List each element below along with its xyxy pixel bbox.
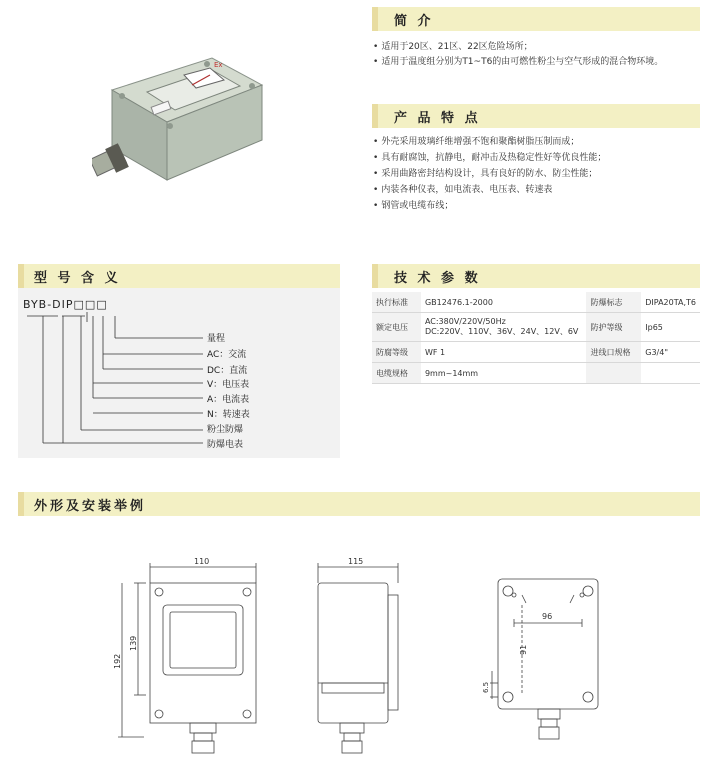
model-code: BYB-DIP□□□ [23, 298, 108, 311]
dim-139: 139 [129, 635, 138, 651]
model-label: DC：直流 [207, 366, 248, 376]
install-title: 外形及安装举例 [34, 499, 147, 514]
list-item: • 具有耐腐蚀，抗静电，耐冲击及热稳定性好等优良性能； [373, 150, 703, 166]
intro-header-bar [372, 7, 700, 31]
dim-96: 96 [542, 612, 553, 621]
cell: GB12476.1-2000 [421, 292, 587, 313]
features-header-bar [372, 104, 700, 128]
front-view-drawing [110, 555, 280, 760]
model-label: AC：交流 [207, 350, 247, 360]
cell [641, 363, 700, 384]
dim-192: 192 [113, 653, 122, 669]
table-row [372, 313, 700, 342]
side-view-drawing [308, 555, 418, 760]
intro-list [373, 40, 703, 70]
model-label: N：转速表 [207, 410, 250, 420]
tech-title: 技 术 参 数 [394, 271, 481, 286]
list-item: • 采用曲路密封结构设计，具有良好的防水、防尘性能； [373, 166, 703, 182]
list-item: • 适用于20区、21区、22区危险场所； [373, 40, 703, 55]
tech-table [372, 292, 700, 384]
model-label: 防爆电表 [207, 440, 244, 450]
cell: 9mm~14mm [421, 363, 587, 384]
list-item: • 外壳采用玻璃纤维增强不饱和聚酯树脂压制而成； [373, 134, 703, 150]
intro-title: 简 介 [394, 14, 434, 29]
model-label: 粉尘防爆 [207, 425, 244, 435]
dim-91: 91 [519, 644, 528, 655]
list-item: • 钢管或电缆布线； [373, 198, 703, 214]
cell [586, 363, 641, 384]
features-list [373, 134, 703, 214]
table-row [372, 342, 700, 363]
cell: 进线口规格 [586, 342, 641, 363]
dim-110: 110 [194, 557, 210, 566]
dim-6-5: 6.5 [482, 681, 490, 693]
tech-header-bar [372, 264, 700, 288]
cell: 执行标准 [372, 292, 421, 313]
product-photo [92, 30, 272, 190]
list-item: • 适用于温度组分别为T1~T6的由可燃性粉尘与空气形成的混合物环境。 [373, 55, 703, 70]
cell-line: DC:220V、110V、36V、24V、12V、6V [424, 327, 579, 336]
table-row [372, 292, 700, 313]
cell: DIPA20TA,T6 [641, 292, 700, 313]
model-title: 型 号 含 义 [34, 271, 121, 286]
model-label: V：电压表 [207, 380, 250, 390]
cell: 额定电压 [372, 313, 421, 342]
table-row [372, 363, 700, 384]
install-header-bar [18, 492, 700, 516]
cell: G3/4" [641, 342, 700, 363]
cell [421, 313, 587, 342]
cell: WF 1 [421, 342, 587, 363]
features-title: 产 品 特 点 [394, 111, 481, 126]
cell: Ip65 [641, 313, 700, 342]
model-header-bar [18, 264, 340, 288]
dim-115: 115 [348, 557, 364, 566]
back-view-drawing [470, 565, 620, 760]
cell: 防腐等级 [372, 342, 421, 363]
model-tree-lines [18, 288, 218, 458]
model-label: A：电流表 [207, 395, 250, 405]
cell: 电缆规格 [372, 363, 421, 384]
svg-text:Ex: Ex [214, 61, 223, 69]
cell: 防护等级 [586, 313, 641, 342]
list-item: • 内装各种仪表，如电流表、电压表、转速表 [373, 182, 703, 198]
model-label: 量程 [207, 334, 226, 344]
cell-line: AC:380V/220V/50Hz [424, 317, 506, 326]
cell: 防爆标志 [586, 292, 641, 313]
